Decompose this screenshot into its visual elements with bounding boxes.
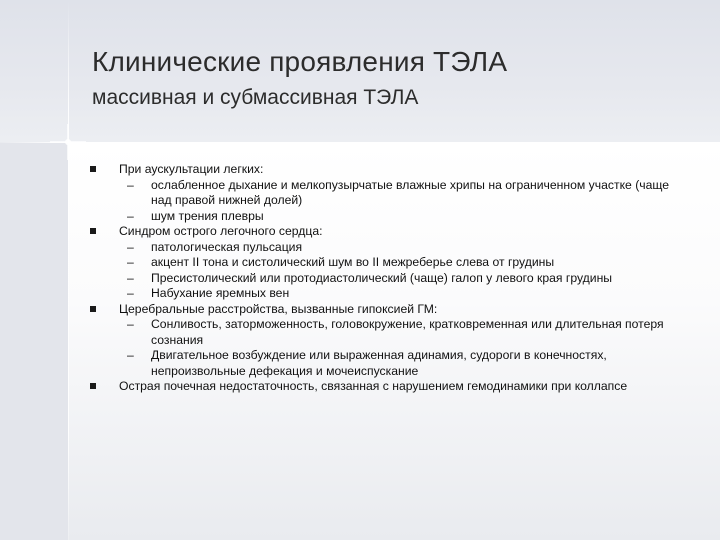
sub-list [119, 317, 678, 379]
bullet-list [88, 162, 678, 395]
sub-bullet-text: акцент II тона и систолический шум во II межреберье слева от грудины [151, 255, 555, 269]
dash-marker: – [127, 208, 134, 223]
bullet-text: Острая почечная недостаточность, связанная с нарушением гемодинамики при коллапсе [119, 379, 628, 393]
sub-bullet-text: патологическая пульсация [151, 239, 303, 254]
sub-list [119, 178, 678, 225]
bullet-text: Синдром острого легочного сердца: [119, 224, 323, 238]
vertical-divider-line [68, 0, 69, 540]
sub-bullet-item [119, 317, 678, 348]
dash-marker: – [127, 317, 134, 331]
dash-marker: – [127, 255, 134, 269]
bullet-item [88, 302, 678, 380]
square-bullet-icon [90, 383, 96, 389]
sparkle-icon [50, 124, 86, 160]
dash-marker: – [127, 177, 134, 192]
slide-subtitle: массивная и субмассивная ТЭЛА [92, 86, 419, 109]
bullet-item [88, 224, 678, 302]
sub-bullet-item [119, 178, 678, 209]
sub-bullet-text: шум трения плевры [151, 208, 264, 223]
dash-marker: – [127, 286, 134, 300]
dash-marker: – [127, 239, 134, 254]
square-bullet-icon [90, 306, 96, 312]
sub-bullet-item [119, 348, 678, 379]
sub-bullet-item [119, 255, 678, 271]
sub-bullet-item [119, 209, 678, 225]
sub-bullet-item [119, 240, 678, 256]
sub-bullet-text: Набухание яремных вен [151, 286, 290, 300]
horizontal-divider-line [0, 142, 720, 143]
square-bullet-icon [90, 228, 96, 234]
bullet-text: Церебральные расстройства, вызванные гипоксией ГМ: [119, 301, 438, 316]
sub-list [119, 240, 678, 302]
sub-bullet-text: Сонливость, заторможенность, головокружение, кратковременная или длительная потеря сознания [151, 317, 664, 347]
sub-bullet-text: Двигательное возбуждение или выраженная адинамия, судороги в конечностях, непроизвольные дефекация и мочеиспускание [151, 348, 607, 378]
left-band [0, 142, 68, 540]
sub-bullet-text: ослабленное дыхание и мелкопузырчатые влажные хрипы на ограниченном участке (чаще над правой нижней долей) [151, 177, 670, 207]
sub-bullet-item [119, 286, 678, 302]
bullet-item [88, 379, 678, 395]
dash-marker: – [127, 270, 134, 285]
slide-title: Клинические проявления ТЭЛА [92, 46, 508, 77]
bullet-item [88, 162, 678, 224]
square-bullet-icon [90, 166, 96, 172]
bullet-text: При аускультации легких: [119, 162, 264, 176]
sub-bullet-item [119, 271, 678, 287]
sub-bullet-text: Пресистолический или протодиастолический (чаще) галоп у левого края грудины [151, 270, 613, 285]
dash-marker: – [127, 348, 134, 362]
